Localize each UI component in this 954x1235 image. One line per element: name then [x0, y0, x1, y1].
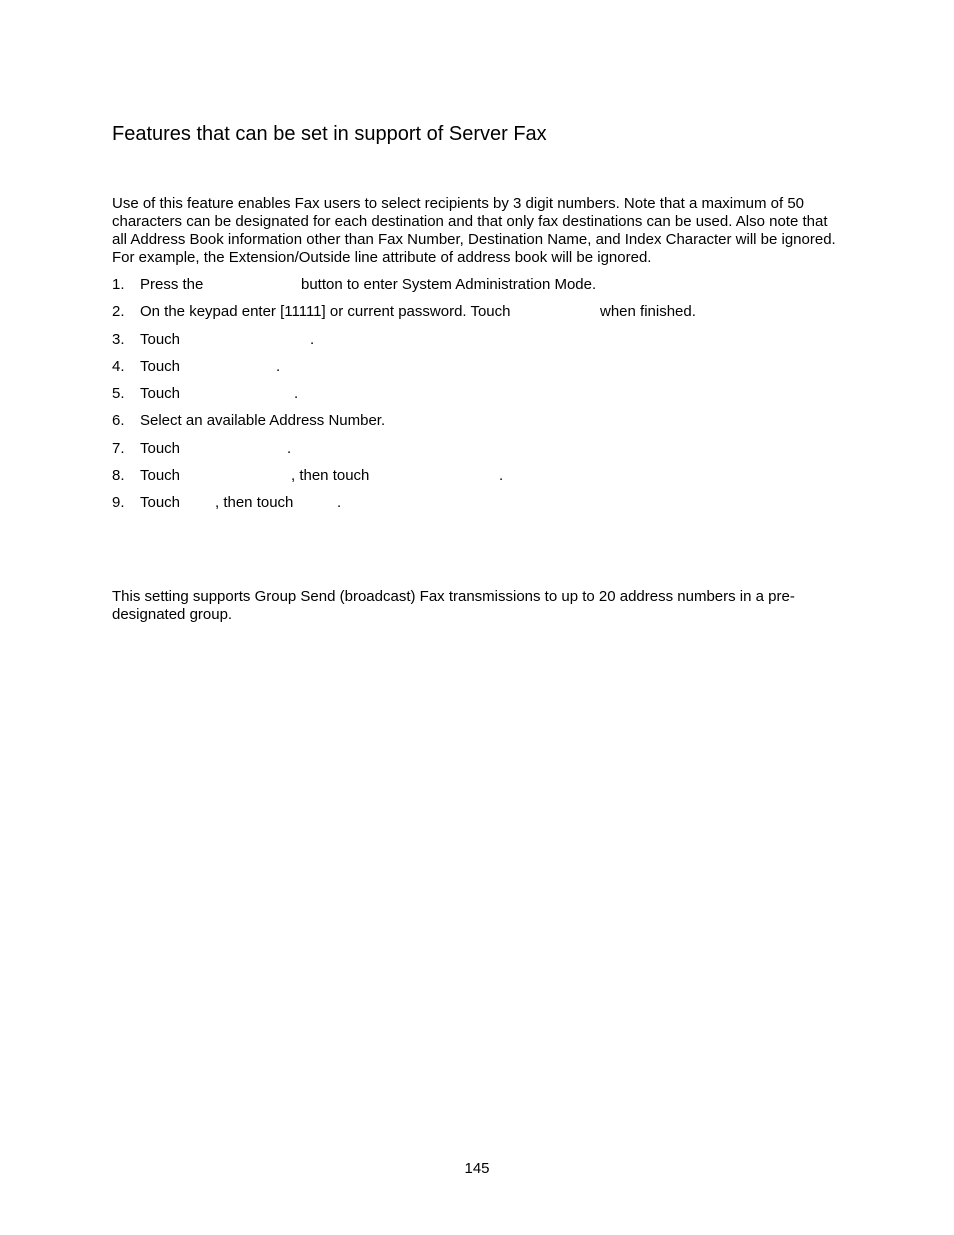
step-text: . [294, 385, 299, 402]
group-send-paragraph: This setting supports Group Send (broadcast) Fax transmissions to up to 20 address numbers in a pre-designated group. [112, 588, 795, 623]
step-text: Touch [140, 494, 181, 511]
step-number: 8. [112, 467, 125, 484]
section-heading: Features that can be set in support of Server Fax [112, 123, 547, 145]
step-text: . [499, 467, 504, 484]
step-text: Select an available Address Number. [140, 412, 386, 429]
step-text: . [337, 494, 342, 511]
step-text: Touch [140, 467, 181, 484]
step-text: , then touch [291, 467, 370, 484]
step-text: On the keypad enter [11111] or current password. Touch [140, 303, 511, 320]
intro-paragraph: Use of this feature enables Fax users to select recipients by 3 digit numbers. Note that a maximum of 50 characters can be designated for each destination and that only fax destinations can be used. Also note that all Address Book information other than Fax Number, Destination Name, and Index Character will be ignored. For example, the Extension/Outside line attribute of address book will be ignored. [112, 195, 836, 266]
step-text: Press the [140, 276, 204, 293]
step-text: Touch [140, 358, 181, 375]
step-text: Touch [140, 440, 181, 457]
step-text: . [276, 358, 281, 375]
step-text: when finished. [600, 303, 696, 320]
step-number: 9. [112, 494, 125, 511]
step-text: Touch [140, 331, 181, 348]
step-text: button to enter System Administration Mode. [301, 276, 597, 293]
step-text: . [287, 440, 292, 457]
step-text: . [310, 331, 315, 348]
step-text: Touch [140, 385, 181, 402]
step-number: 2. [112, 303, 125, 320]
step-text: , then touch [215, 494, 294, 511]
page-number: 145 [464, 1160, 490, 1177]
step-number: 5. [112, 385, 125, 402]
step-number: 7. [112, 440, 125, 457]
step-number: 4. [112, 358, 125, 375]
step-number: 1. [112, 276, 125, 293]
step-number: 3. [112, 331, 125, 348]
step-number: 6. [112, 412, 125, 429]
